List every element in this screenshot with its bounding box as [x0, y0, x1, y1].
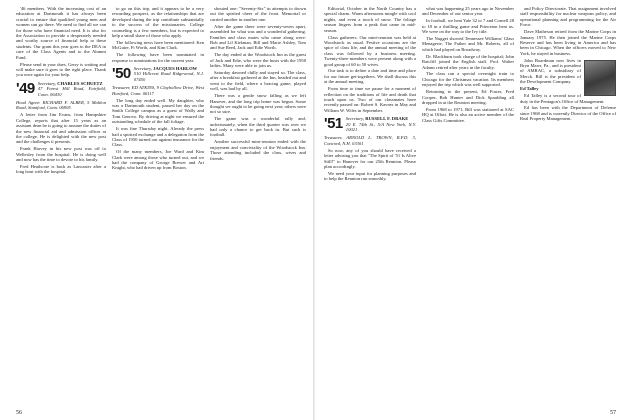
paragraph: Ed Talley is a second tour of duty in the Pentagon's Office of Management.: [520, 93, 605, 104]
paragraph: From 1968 to 1971, Bill was stationed at SAC HQ at Offutt. He is also an active member of the Class Gifts Committee.: [422, 106, 514, 123]
class-heading-50: [112, 66, 204, 82]
class-officers: Secretary, JACQUES HARLOW 510 Hillcrest Road Ridgewood, N.J. 07450: [133, 66, 204, 82]
paragraph: The Nugget showed Tennessee Williams' Glass Menagerie, The Father and Mr. Roberts, all of which had played on Broadway.: [422, 36, 514, 52]
paragraph: shouted one: "Seventy-Six" in attempts to drown out the spirited cheer of the front. Memorial or carried another in another one.: [210, 6, 306, 22]
page-number-right: 57: [610, 410, 616, 416]
paragraph: to go on this trip, and it appears to be a very rewarding prospect, as the relationships that are developed during the trip contribute substantially to the success of the missionaries. College counseling is a few members, but is expected to help a small share of those who apply.: [112, 6, 204, 39]
page-gutter: [313, 0, 315, 420]
left-column-3: [210, 6, 306, 406]
class-year: '51: [324, 115, 343, 133]
photo-caption: Ed Talley: [520, 86, 539, 92]
paragraph: The following news have been mentioned: Ken McGuire, Fi Worth, and Kim Clark.: [112, 39, 204, 51]
paragraph: The day ended at the Woodstock Inn as the guest of Jack and Edie, who were the hosts with the 1950 ladies. Many were able to join us.: [210, 52, 306, 69]
treasurer-line: Treasurer, ARNOLD L. TROWN, R.F.D. 3, Concord, N.H. 03301: [324, 135, 416, 146]
paragraph: '46 members. With the increasing cost of an education at Dartmouth it has always been crucial to ensure that qualified young men and women can go there. We need to find all we can for those who have financial need. It is also for the Association to provide a desperately needed and worthy source of financial help to these students. Our grant this year goes to the DEA in care of the Class Agents and to the Alumni Fund.: [16, 6, 106, 60]
paragraph: Another successful mini-reunion ended with the enjoyment and conviviality of the Woodstock Inn. Those attending included the class, wives and friends.: [210, 139, 306, 161]
paragraph: Class gatherers. Our mini-reunion was held at Woodstock as usual. Festive occasions are the spice of class life, and the annual meeting of the class was followed by a business meeting. Twenty-three members were present along with a good group of 60 to 50 wives.: [324, 34, 416, 67]
paragraph: After the game there were seventy-seven apart, assembled for what was and a wonderful gathering. Families and class mates who came along were: Bob and Lil Kirkman, Bill and Marie Ashley, Tom and Sue Reed, Jack and Edie Worth.: [210, 23, 306, 51]
page-number-left: 56: [16, 410, 22, 416]
paragraph: The long day ended well. My daughter, who was a Dartmouth student, passed her day on the Smith College campus as a guest of Wally and Tom Genovo. By driving at night we ensured the outstanding schedule of the fall foliage.: [112, 97, 204, 125]
right-column-2: [422, 6, 514, 406]
paragraph: There was a gentle snow falling as we left Hanover, and the long trip home was begun. Some thought we ought to be going next year; others were not so sure.: [210, 93, 306, 115]
paragraph: Please send in your dues, Gerry is waiting and will make sure it goes to the right place. Thank you once again for your help.: [16, 61, 106, 78]
paragraph: John Boardman now lives in Bryn Mawr, Pa., and is president of AMRAC, a subsidiary of Merck. Bill is the president of the Development Company.: [520, 57, 581, 85]
paragraph: Ed has been with the Department of Defense since 1968 and is currently Director of the Office of Real Property Management.: [520, 105, 616, 122]
paragraph: The class ran a special overnight train to Chicago for the Christmas vacation. Its members enjoyed the trip which was well supported.: [422, 71, 514, 88]
paragraph: We need your input for planning purposes and to help the Reunion run smoothly.: [324, 170, 416, 182]
class-year: '50: [112, 65, 131, 83]
paragraph: A letter from Jim Evans, from Hampshire College, reports that after 15 years as an assistant dean he is going to assume the duties of the new financial aid and admission officer at the college. He is delighted with the new post and the challenges it presents.: [16, 112, 106, 145]
paragraph: Fred Heathcote is back as Lancaster after a long bout with the hospital.: [16, 163, 106, 175]
paragraph: The following have been nominated in response to nominations for the current year.: [112, 52, 204, 63]
paragraph: Frank Harvey in his new post was off to Wellesley from the hospital. He is doing well and now has the time to devote to his family.: [16, 146, 106, 163]
class-heading-49: [16, 81, 106, 97]
paragraph: Editorial, October in the North Country has a special charm. Warm afternoons mingle with cool nights, and even a touch of snow. The foliage season lingers from a peak that came in mid-season.: [324, 6, 416, 33]
left-column-1: [16, 6, 106, 406]
paragraph: The game was a wonderful rally and, unfortunately, when the third quarter was over we had only a chance to get back in. But such is football.: [210, 116, 306, 138]
paragraph: In football, we beat Yale 32 to 7 and Cornell 28 to 18 in a thrilling game and Princeton beat us. We were on the way to the Ivy title.: [422, 18, 514, 35]
portrait-photo: [584, 60, 616, 96]
paragraph: Returning to the present, Ed Foster, Fred Cooper, Bob Hunter and Dick Spaulding all dropped in at the Reunion meeting.: [422, 89, 514, 105]
paragraph: what was happening 25 years ago in November and December of our senior year.: [422, 6, 514, 17]
paragraph: Of the many members, Joe Ward and Kim Clark were among those who turned out, and we had the company of George Brewer and Art Knight, who had driven up from Boston.: [112, 149, 204, 171]
paragraph: Saturday dawned chilly and stayed so. The class, after a breakfast gathered at the Inn, headed out and went to the field, where a bracing game, played well, was had by all.: [210, 69, 306, 92]
treasurer-line: Treasurer, ED ATKINS, 9 Clayhollow Drive, West Hartford, Conn. 06117: [112, 85, 204, 96]
left-column-2: [112, 6, 204, 406]
paragraph: It was fine Thursday night. Already the press had a spirited exchange and a delegation from the Class of 1950 turned out against insurance for the Class.: [112, 126, 204, 148]
class-officers: Secretary, CHARLES SCHUETZ 47 Forest Hill Road, Fairfield, Conn. 06430: [37, 80, 106, 97]
paragraph: So now, any of you should have received a letter advising you that "The Spirit of '51 Is Alive Still!" to Hanover for our 25th Reunion. Please plan accordingly.: [324, 147, 416, 169]
class-year: '49: [16, 79, 35, 97]
right-column-1: [324, 6, 416, 406]
class-heading-51: [324, 116, 416, 132]
paragraph: Dr. Blackburn took charge of the hospital; John Ratcliff joined the English staff. Prof. Walter Adams retired after years in the faculty.: [422, 53, 514, 70]
paragraph: Dave Matheson retired from the Marine Corps in January 1975. He then joined the Marine Corps Reserve and has been living in America and has been in Chicago. When the officers moved to New York, he stayed in business.: [520, 29, 616, 56]
paragraph: Our task is to define a date and time and place for our future get-togethers. We shall discuss this at the annual meeting.: [324, 68, 416, 85]
head-agent-line: Head Agent: RICHARD F. ALBER, 5 Mahlon Road, Stamford, Conn. 06905: [16, 100, 106, 111]
right-column-3: [520, 6, 616, 406]
paragraph: From time to time we pause for a moment of reflection on the traditions of life and death that touch upon us. Two of our classmates have recently passed on: Robert S. Kavner in May and William W. Wiles in September.: [324, 86, 416, 113]
paragraph: and Policy Directorate. That assignment involved staff responsibility for nuclear weapons policy, and operational planning and programming for the Air Force.: [520, 6, 616, 28]
class-officers: Secretary, RUSSELL F. DRAKE 20 E. 74th St., 5/A New York, N.Y. 10021: [345, 116, 416, 133]
